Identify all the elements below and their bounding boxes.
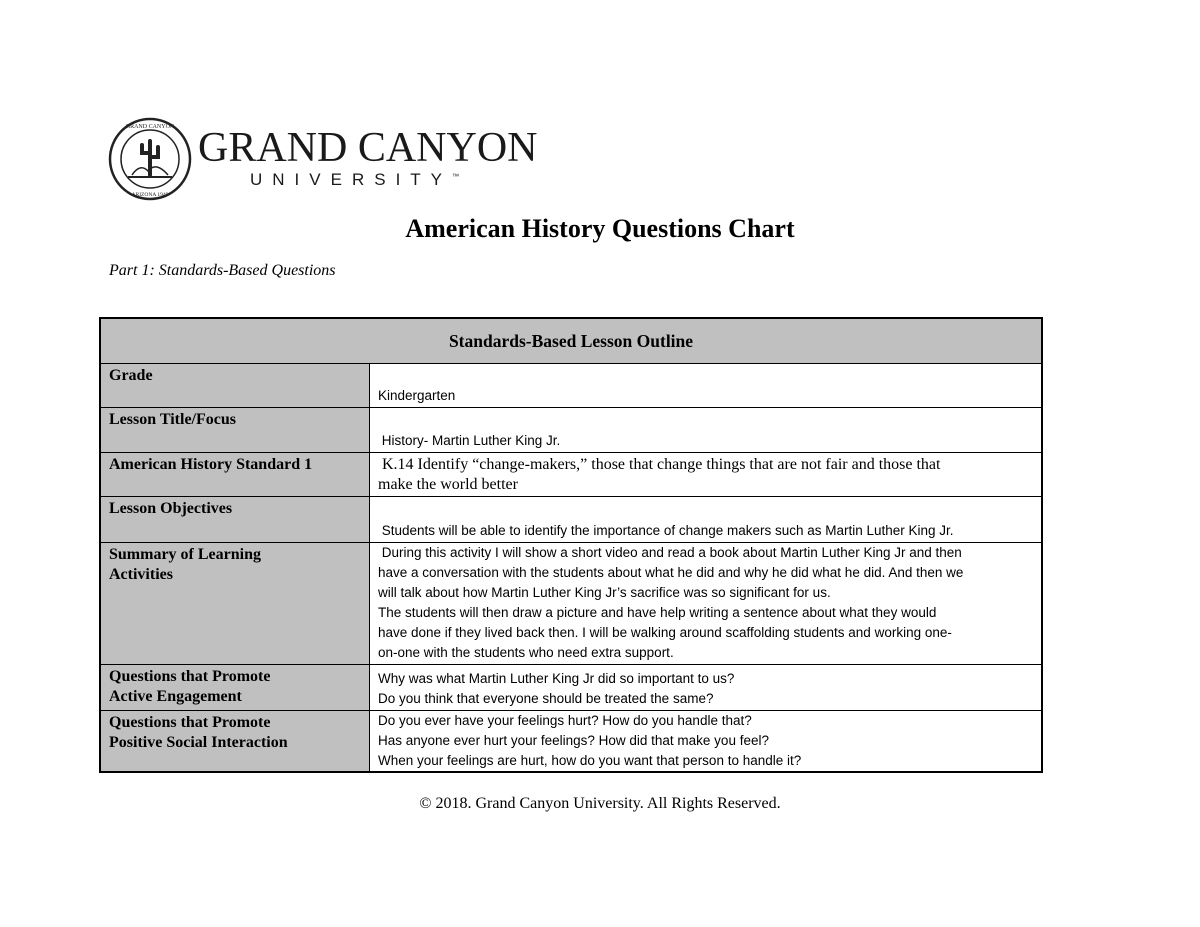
row-value-objectives: Students will be able to identify the importance of change makers such as Martin Luther King Jr. bbox=[370, 497, 1043, 543]
svg-text:GRAND CANYON: GRAND CANYON bbox=[125, 124, 175, 130]
svg-text:ARIZONA 1949: ARIZONA 1949 bbox=[131, 192, 169, 198]
row-label-grade: Grade bbox=[100, 364, 370, 408]
row-label-social-interaction: Questions that Promote Positive Social Interaction bbox=[100, 711, 370, 773]
table-header: Standards-Based Lesson Outline bbox=[100, 318, 1042, 364]
table-row bbox=[100, 543, 1042, 665]
university-wordmark bbox=[198, 125, 538, 190]
row-value-summary: During this activity I will show a short video and read a book about Martin Luther King Jr and then have a conversation with the students about what he did and why he did what he did. And then we will talk about how Martin Luther King Jr’s sacrifice was so significant for us. The students will then draw a picture and have help writing a sentence about what they would have done if they lived back then. I will be walking around scaffolding students and working one- on-one with the students who need extra support. bbox=[370, 543, 1043, 665]
table-row bbox=[100, 497, 1042, 543]
row-label-summary: Summary of Learning Activities bbox=[100, 543, 370, 665]
table-row bbox=[100, 665, 1042, 711]
table-row bbox=[100, 364, 1042, 408]
copyright-footer: © 2018. Grand Canyon University. All Rights Reserved. bbox=[419, 795, 781, 812]
table-row bbox=[100, 453, 1042, 497]
row-label-active-engagement: Questions that Promote Active Engagement bbox=[100, 665, 370, 711]
row-value-lesson-title: History- Martin Luther King Jr. bbox=[370, 408, 1043, 453]
row-value-social-interaction: Do you ever have your feelings hurt? How do you handle that? Has anyone ever hurt your feelings? How did that make you feel? When your feelings are hurt, how do you want that person to handle it? bbox=[370, 711, 1043, 773]
row-value-active-engagement: Why was what Martin Luther King Jr did so important to us? Do you think that everyone should be treated the same? bbox=[370, 665, 1043, 711]
row-label-objectives: Lesson Objectives bbox=[100, 497, 370, 543]
row-label-lesson-title: Lesson Title/Focus bbox=[100, 408, 370, 453]
document-title: American History Questions Chart bbox=[405, 214, 795, 243]
table-row bbox=[100, 408, 1042, 453]
part-label: Part 1: Standards-Based Questions bbox=[109, 262, 336, 279]
university-seal-icon bbox=[108, 117, 192, 201]
wordmark-name: GRAND CANYON bbox=[198, 125, 538, 171]
row-value-grade: Kindergarten bbox=[370, 364, 1043, 408]
university-logo bbox=[108, 117, 538, 201]
table-row bbox=[100, 711, 1042, 773]
row-label-standard: American History Standard 1 bbox=[100, 453, 370, 497]
wordmark-subname: UNIVERSITY™ bbox=[250, 170, 460, 189]
row-value-standard: K.14 Identify “change-makers,” those that change things that are not fair and those that make the world better bbox=[370, 453, 1043, 497]
lesson-outline-table bbox=[99, 317, 1043, 773]
